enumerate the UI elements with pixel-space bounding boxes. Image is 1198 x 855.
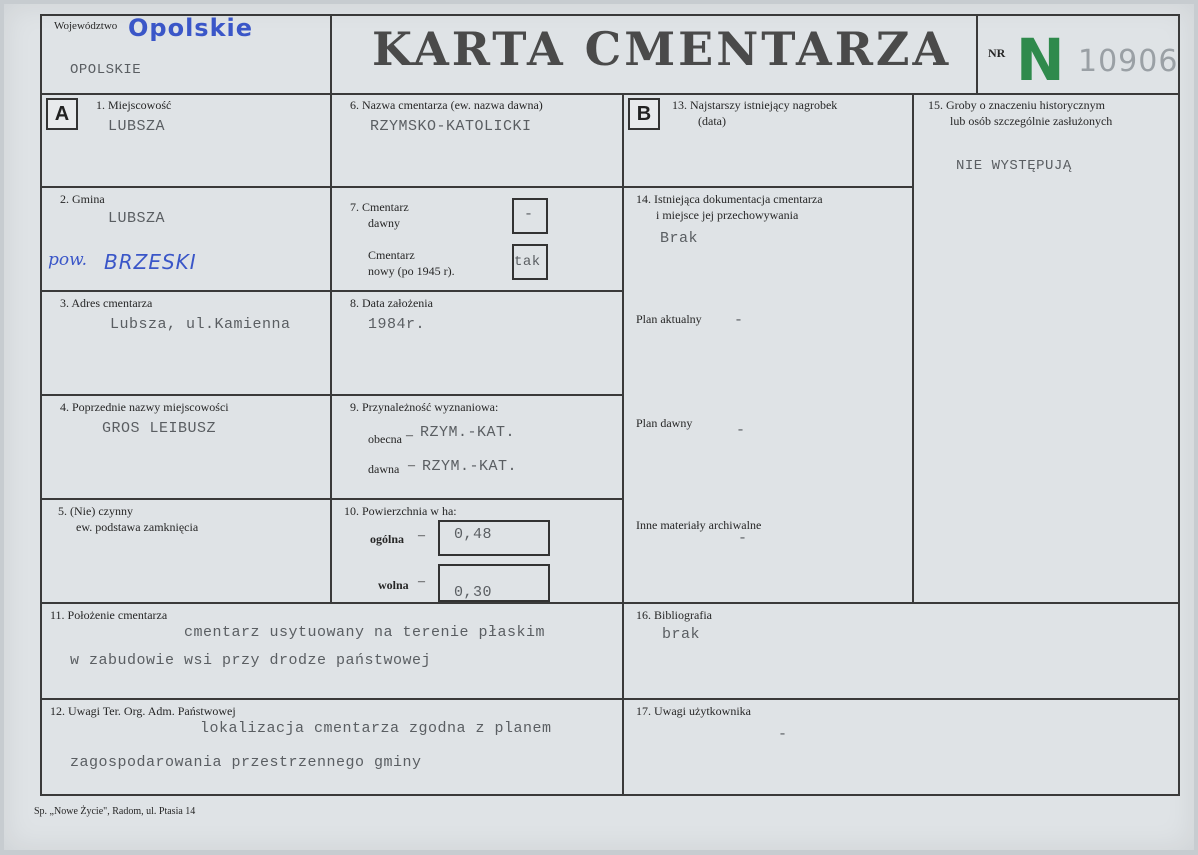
field-12-line2: zagospodarowania przestrzennego gminy	[70, 754, 422, 771]
printer-imprint: Sp. „Nowe Życie", Radom, ul. Ptasia 14	[34, 806, 196, 817]
wojewodztwo-value: OPOLSKIE	[70, 62, 142, 78]
field-15-sublabel: lub osób szczególnie zasłużonych	[950, 114, 1113, 128]
grid-line	[1178, 14, 1180, 796]
plan-dawny-value: -	[736, 422, 746, 439]
grid-line	[976, 14, 978, 95]
field-11-label: 11. Położenie cmentarza	[50, 608, 168, 622]
dash-obecna: –	[406, 428, 413, 443]
grid-line	[40, 290, 624, 292]
field-17-value: -	[778, 726, 788, 743]
field-7-dawny-label: dawny	[368, 216, 400, 230]
wojewodztwo-stamp: Opolskie	[128, 14, 254, 42]
field-7-nowy-value: tak	[514, 254, 541, 270]
dash-dawna: –	[408, 458, 415, 473]
grid-line	[912, 93, 914, 604]
field-9-obecna-label: obecna	[368, 432, 402, 446]
dash-ogolna: –	[418, 528, 425, 543]
grid-line	[330, 14, 332, 604]
grid-line	[40, 93, 1180, 95]
nr-number: 10906	[1078, 44, 1179, 79]
grid-line	[40, 14, 42, 796]
field-8-value: 1984r.	[368, 316, 426, 333]
field-4-value: GROS LEIBUSZ	[102, 420, 217, 437]
field-13-sublabel: (data)	[698, 114, 726, 128]
field-7-nowy-label: Cmentarz	[368, 248, 415, 262]
field-15-label: 15. Groby o znaczeniu historycznym	[928, 98, 1105, 112]
field-15-value: NIE WYSTĘPUJĄ	[956, 158, 1072, 174]
plan-aktualny-value: -	[734, 312, 744, 329]
field-10-wolna-value: 0,30	[454, 584, 493, 601]
field-17-label: 17. Uwagi użytkownika	[636, 704, 751, 718]
field-6-value: RZYMSKO-KATOLICKI	[370, 118, 532, 135]
section-mark-b: B	[628, 98, 660, 130]
grid-line	[40, 394, 624, 396]
grid-line	[622, 93, 624, 796]
dash-wolna: –	[418, 574, 425, 589]
field-7-dawny-value: -	[524, 206, 534, 223]
field-10-wolna-label: wolna	[378, 578, 409, 592]
field-10-ogolna-value: 0,48	[454, 526, 493, 543]
field-9-dawna-label: dawna	[368, 462, 400, 476]
grid-line	[40, 186, 624, 188]
field-3-label: 3. Adres cmentarza	[60, 296, 153, 310]
cemetery-card	[4, 4, 1194, 850]
field-12-label: 12. Uwagi Ter. Org. Adm. Państwowej	[50, 704, 236, 718]
field-5-sublabel: ew. podstawa zamknięcia	[76, 520, 199, 534]
field-11-line2: w zabudowie wsi przy drodze państwowej	[70, 652, 432, 669]
inne-materialy-value: -	[738, 530, 748, 547]
field-13-label: 13. Najstarszy istniejący nagrobek	[672, 98, 838, 112]
plan-dawny-label: Plan dawny	[636, 416, 693, 430]
plan-aktualny-label: Plan aktualny	[636, 312, 702, 326]
field-14-sublabel: i miejsce jej przechowywania	[656, 208, 799, 222]
nr-letter: N	[1016, 26, 1065, 94]
field-2-pow-stamp: BRZESKI	[104, 250, 197, 274]
field-8-label: 8. Data założenia	[350, 296, 433, 310]
field-9-label: 9. Przynależność wyznaniowa:	[350, 400, 499, 414]
field-7-label: 7. Cmentarz	[350, 200, 409, 214]
field-11-line1: cmentarz usytuowany na terenie płaskim	[184, 624, 546, 641]
field-1-value: LUBSZA	[108, 118, 166, 135]
field-2-value: LUBSZA	[108, 210, 166, 227]
field-2-label: 2. Gmina	[60, 192, 105, 206]
field-10-ogolna-label: ogólna	[370, 532, 405, 546]
wojewodztwo-label: Województwo	[54, 20, 118, 32]
grid-line	[40, 602, 1180, 604]
grid-line	[40, 498, 624, 500]
field-6-label: 6. Nazwa cmentarza (ew. nazwa dawna)	[350, 98, 543, 112]
field-12-line1: lokalizacja cmentarza zgodna z planem	[200, 720, 552, 737]
field-1-label: 1. Miejscowość	[96, 98, 172, 112]
field-9-dawna-value: RZYM.-KAT.	[422, 458, 518, 475]
field-3-value: Lubsza, ul.Kamienna	[110, 316, 291, 333]
grid-line	[40, 794, 1180, 796]
grid-line	[622, 186, 914, 188]
card-title: KARTA CMENTARZA	[372, 22, 952, 76]
field-10-label: 10. Powierzchnia w ha:	[344, 504, 457, 518]
inne-materialy-label: Inne materiały archiwalne	[636, 518, 762, 532]
field-9-obecna-value: RZYM.-KAT.	[420, 424, 516, 441]
field-2-pow-handwritten: pow.	[48, 250, 88, 270]
nr-label: NR	[988, 46, 1006, 60]
field-5-label: 5. (Nie) czynny	[58, 504, 133, 518]
section-mark-a: A	[46, 98, 78, 130]
field-14-value: Brak	[660, 230, 699, 247]
field-14-label: 14. Istniejąca dokumentacja cmentarza	[636, 192, 823, 206]
grid-line	[40, 698, 1180, 700]
field-16-label: 16. Bibliografia	[636, 608, 712, 622]
field-4-label: 4. Poprzednie nazwy miejscowości	[60, 400, 229, 414]
field-7-nowy-sublabel: nowy (po 1945 r).	[368, 264, 455, 278]
field-16-value: brak	[662, 626, 701, 643]
